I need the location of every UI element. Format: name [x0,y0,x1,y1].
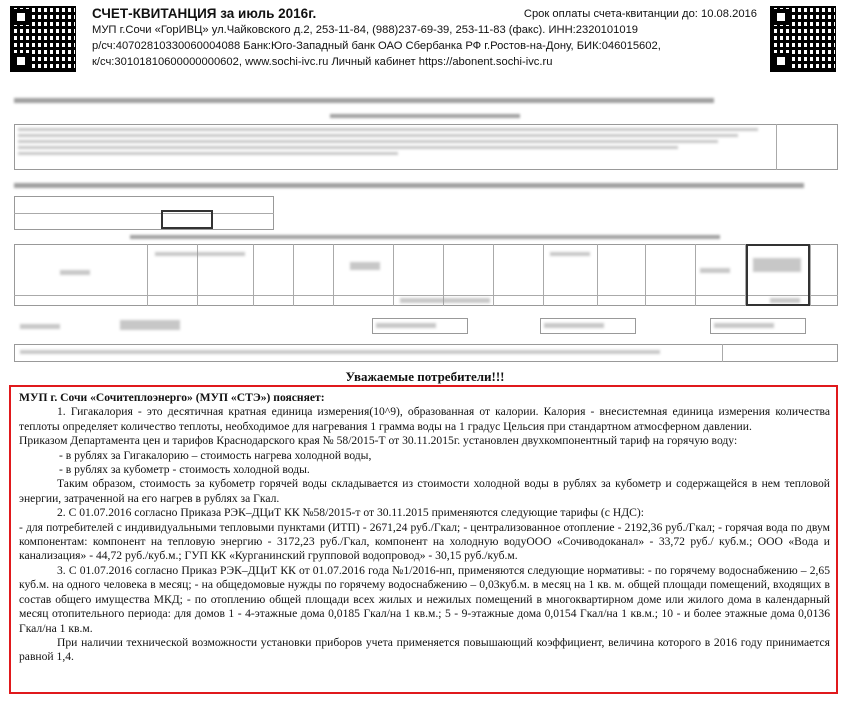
qr-code-right [770,6,836,72]
notice-lead: МУП г. Сочи «Сочитеплоэнерго» (МУП «СТЭ») поясняет: [19,391,325,404]
notice-paragraph: 3. С 01.07.2016 согласно Приказ РЭК–ДЦиТ КК от 01.07.2016 года №1/2016-нп, применяются следующие нормативы: - по горячему водоснабжению – 2,65 куб.м. на одного человека в месяц; - на общедомовые нужды по горячему водоснабжению – 0,03куб.м. в месяц на 1 кв. м. общей площади помещений, входящих в состав общего имущества МКД; - по отоплению общей площади всех жилых и нежилых помещений в многоквартирном доме или жилого дома в календарный месяц отопительного периода: для домов 1 - 4-этажные дома 0,0185 Гкал/на 1 кв.м.; 5 - 9-этажные дома 0,0154 Гкал/на 1 кв.м.; 10 - и более этажные дома 0,0136 Гкал/на 1 кв.м. [19,563,830,635]
notice-list-item: - в рублях за кубометр - стоимость холодной воды. [59,463,310,477]
invoice-title: СЧЕТ-КВИТАНЦИЯ за июль 2016г. [92,6,317,21]
bank-details: р/сч:40702810330060004088 Банк:Юго-Западный банк ОАО Сбербанка РФ г.Ростов-на-Дону, БИК:046015602, [92,40,661,52]
account-details: к/сч:30101810600000000602, www.sochi-ivc.ru Личный кабинет https://abonent.sochi-ivc.ru [92,56,553,68]
org-details: МУП г.Сочи «ГорИВЦ» ул.Чайковского д.2, 253-11-84, (988)237-69-39, 253-11-83 (факс). ИНН:2320101019 [92,24,639,36]
notice-list-item: - в рублях за Гигакалорию – стоимость нагрева холодной воды, [59,448,372,462]
explanation-notice [9,385,838,694]
notice-tariffs: - для потребителей с индивидуальными тепловыми пунктами (ИТП) - 2671,24 руб./Гкал; - централизованное отопление - 2192,36 руб./Гкал; - горячая вода по двум компонентам: компонент на тепловую энергию - 3172,23 руб./Гкал, компонент на холодную водуООО «Сочиводоканал» - 33,72 руб./ куб.м.; ООО «Вода и канализация» - 44,72 руб./куб.м.; ГУП КК «Курганинский групповой водопровод» - 30,15 руб./куб.м. [19,520,830,563]
qr-code-left [10,6,76,72]
due-date: Срок оплаты счета-квитанции до: 10.08.2016 [523,8,757,20]
invoice-header [92,6,757,70]
notice-paragraph: Таким образом, стоимость за кубометр горячей воды складывается из стоимости холодной воды в рублях за кубометр и содержащейся в нем тепловой энергии, затраченной на его нагрев в рублях за Гкал. [19,477,830,505]
notice-paragraph: 1. Гигакалория - это десятичная кратная единица измерения(10^9), образованная от калории. Калория - внесистемная единица измерения количества теплоты определяет количество теплоты, необходимое для нагревания 1 грамма воды на 1 градус Цельсия при стандартном атмосферном давлении. [19,405,830,433]
notice-paragraph: 2. С 01.07.2016 согласно Приказа РЭК–ДЦиТ КК №58/2015-т от 30.11.2015 применяются следующие тарифы (с НДС): [57,506,644,520]
notice-paragraph: При наличии технической возможности установки приборов учета применяется повышающий коэффициент, величина которого в 2016 году принимается равной 1,4. [19,635,830,664]
notice-paragraph: Приказом Департамента цен и тарифов Краснодарского края № 58/2015-Т от 30.11.2015г. установлен двухкомпонентный тариф на горячую воду: [19,434,738,448]
greeting: Уважаемые потребители!!! [345,369,505,384]
